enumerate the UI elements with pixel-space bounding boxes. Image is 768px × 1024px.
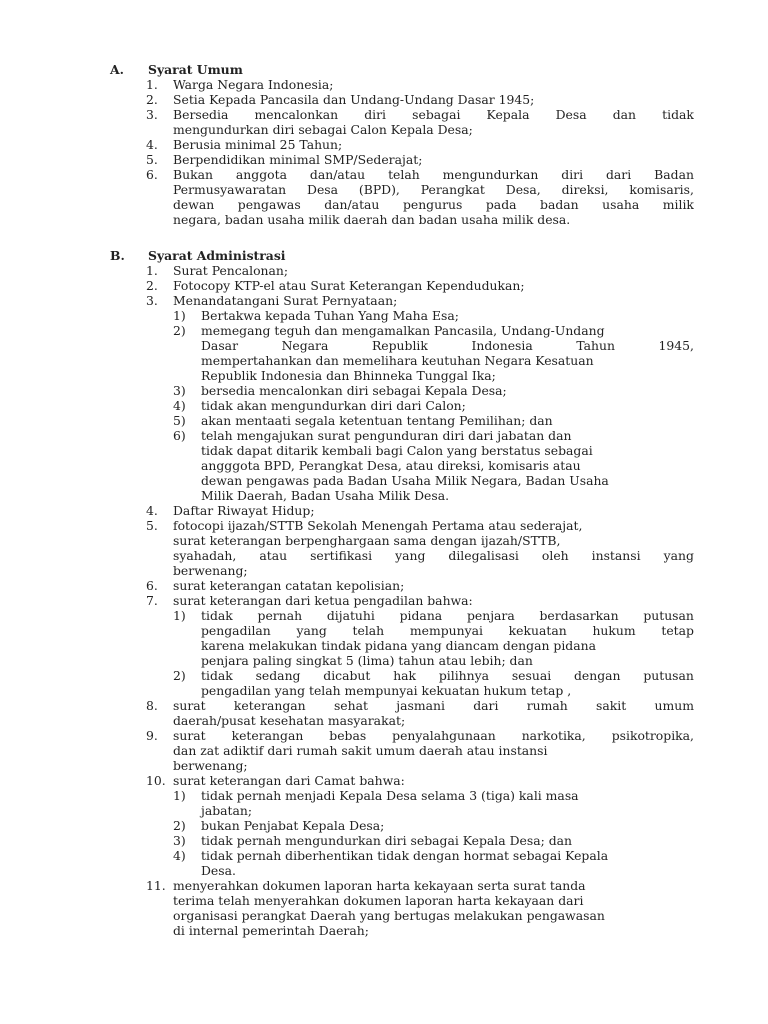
sub-list-item bbox=[0, 488, 768, 503]
item-number: 9. bbox=[146, 728, 158, 743]
sub-list-item bbox=[0, 818, 768, 833]
line-text: karena melakukan tindak pidana yang diancam dengan pidana bbox=[201, 638, 596, 653]
line-text: dewan pengawas pada Badan Usaha Milik Negara, Badan Usaha bbox=[201, 473, 609, 488]
justified-line bbox=[173, 197, 694, 212]
line-text: Bertakwa kepada Tuhan Yang Maha Esa; bbox=[201, 308, 459, 323]
sub-item-number: 4) bbox=[173, 398, 186, 413]
item-number: 10. bbox=[146, 773, 166, 788]
sub-list-item bbox=[0, 833, 768, 848]
word: sesuai bbox=[511, 668, 552, 683]
sub-list-item bbox=[0, 623, 768, 638]
sub-list-item bbox=[0, 443, 768, 458]
word: mengundurkan bbox=[442, 167, 539, 182]
word: dan bbox=[612, 107, 637, 122]
sub-list-item bbox=[0, 683, 768, 698]
word: dari bbox=[473, 698, 499, 713]
word: pilihnya bbox=[438, 668, 490, 683]
justified-line bbox=[201, 668, 694, 683]
sub-list-item bbox=[0, 668, 768, 683]
item-number: 2. bbox=[146, 278, 158, 293]
word: sebagai bbox=[412, 107, 461, 122]
word: mempunyai bbox=[409, 623, 483, 638]
section-heading bbox=[0, 62, 768, 77]
list-item bbox=[0, 893, 768, 908]
word: sertifikasi bbox=[310, 548, 373, 563]
word: pidana bbox=[399, 608, 443, 623]
line-text: terima telah menyerahkan dokumen laporan harta kekayaan dari bbox=[173, 893, 584, 908]
word: dengan bbox=[573, 668, 621, 683]
line-text: memegang teguh dan mengamalkan Pancasila, Undang-Undang bbox=[201, 323, 605, 338]
list-item bbox=[0, 503, 768, 518]
line-text: telah mengajukan surat pengunduran diri dari jabatan dan bbox=[201, 428, 572, 443]
line-text: mengundurkan diri sebagai Calon Kepala Desa; bbox=[173, 122, 473, 137]
list-item bbox=[0, 563, 768, 578]
line-text: fotocopi ijazah/STTB Sekolah Menengah Pertama atau sederajat, bbox=[173, 518, 583, 533]
sub-item-number: 5) bbox=[173, 413, 186, 428]
word: dicabut bbox=[323, 668, 371, 683]
sub-item-number: 2) bbox=[173, 323, 186, 338]
word: direksi, bbox=[561, 182, 609, 197]
list-item bbox=[0, 92, 768, 107]
sub-list-item bbox=[0, 863, 768, 878]
sub-list-item bbox=[0, 653, 768, 668]
line-text: berwenang; bbox=[173, 563, 248, 578]
word: penjara bbox=[466, 608, 515, 623]
line-text: jabatan; bbox=[201, 803, 253, 818]
word: Bukan bbox=[173, 167, 213, 182]
word: dilegalisasi bbox=[448, 548, 519, 563]
word: diri bbox=[561, 167, 584, 182]
item-number: 5. bbox=[146, 518, 158, 533]
list-item bbox=[0, 923, 768, 938]
word: rumah bbox=[526, 698, 568, 713]
line-text: akan mentaati segala ketentuan tentang Pemilihan; dan bbox=[201, 413, 553, 428]
list-item bbox=[0, 773, 768, 788]
word: psikotropika, bbox=[611, 728, 694, 743]
word: dan/atau bbox=[309, 167, 366, 182]
justified-line bbox=[173, 728, 694, 743]
line-text: tidak dapat ditarik kembali bagi Calon yang berstatus sebagai bbox=[201, 443, 593, 458]
sub-item-number: 1) bbox=[173, 788, 186, 803]
word: badan bbox=[540, 197, 579, 212]
item-number: 4. bbox=[146, 137, 158, 152]
sub-list-item bbox=[0, 308, 768, 323]
word: keterangan bbox=[233, 698, 306, 713]
word: Republik bbox=[371, 338, 428, 353]
line-text: surat keterangan berpenghargaan sama dengan ijazah/STTB, bbox=[173, 533, 561, 548]
word: Desa bbox=[555, 107, 587, 122]
word: Desa bbox=[307, 182, 339, 197]
list-item bbox=[0, 152, 768, 167]
line-text: tidak akan mengundurkan diri dari Calon; bbox=[201, 398, 466, 413]
word: oleh bbox=[541, 548, 569, 563]
word: Badan bbox=[654, 167, 694, 182]
word: dan/atau bbox=[324, 197, 380, 212]
word: hak bbox=[393, 668, 417, 683]
item-number: 4. bbox=[146, 503, 158, 518]
list-item bbox=[0, 122, 768, 137]
word: sedang bbox=[255, 668, 301, 683]
line-text: surat keterangan dari ketua pengadilan bahwa: bbox=[173, 593, 473, 608]
word: pengadilan bbox=[201, 623, 271, 638]
word: berdasarkan bbox=[539, 608, 619, 623]
word: tetap bbox=[661, 623, 694, 638]
list-item bbox=[0, 578, 768, 593]
sub-list-item bbox=[0, 803, 768, 818]
word: jasmani bbox=[396, 698, 445, 713]
line-text: Berpendidikan minimal SMP/Sederajat; bbox=[173, 152, 423, 167]
list-item bbox=[0, 197, 768, 212]
sub-list-item bbox=[0, 338, 768, 353]
word: telah bbox=[352, 623, 385, 638]
sub-list-item bbox=[0, 608, 768, 623]
word: pernah bbox=[257, 608, 303, 623]
word: tidak bbox=[201, 608, 233, 623]
item-number: 5. bbox=[146, 152, 158, 167]
word: kekuatan bbox=[508, 623, 567, 638]
word: narkotika, bbox=[521, 728, 586, 743]
word: dari bbox=[605, 167, 632, 182]
item-number: 11. bbox=[146, 878, 166, 893]
word: 1945, bbox=[658, 338, 694, 353]
justified-line bbox=[173, 548, 694, 563]
line-text: organisasi perangkat Daerah yang bertugas melakukan pengawasan bbox=[173, 908, 605, 923]
sub-list-item bbox=[0, 848, 768, 863]
word: putusan bbox=[643, 668, 694, 683]
list-item bbox=[0, 758, 768, 773]
sub-list-item bbox=[0, 398, 768, 413]
item-number: 2. bbox=[146, 92, 158, 107]
word: Dasar bbox=[201, 338, 238, 353]
word: mencalonkan bbox=[254, 107, 339, 122]
sub-list-item bbox=[0, 323, 768, 338]
word: yang bbox=[296, 623, 327, 638]
word: sehat bbox=[333, 698, 368, 713]
sub-item-number: 1) bbox=[173, 608, 186, 623]
sub-list-item bbox=[0, 413, 768, 428]
line-text: daerah/pusat kesehatan masyarakat; bbox=[173, 713, 406, 728]
sub-item-number: 4) bbox=[173, 848, 186, 863]
list-item bbox=[0, 293, 768, 308]
word: Negara bbox=[281, 338, 329, 353]
word: pengurus bbox=[402, 197, 463, 212]
word: pengawas bbox=[237, 197, 301, 212]
sub-list-item bbox=[0, 353, 768, 368]
word: Kepala bbox=[486, 107, 530, 122]
line-text: Milik Daerah, Badan Usaha Milik Desa. bbox=[201, 488, 450, 503]
list-item bbox=[0, 533, 768, 548]
word: usaha bbox=[602, 197, 640, 212]
list-item bbox=[0, 548, 768, 563]
justified-line bbox=[173, 182, 694, 197]
line-text: Daftar Riwayat Hidup; bbox=[173, 503, 315, 518]
line-text: mempertahankan dan memelihara keutuhan Negara Kesatuan bbox=[201, 353, 594, 368]
section-title: Syarat Umum bbox=[148, 62, 243, 77]
word: penyalahgunaan bbox=[392, 728, 496, 743]
line-text: menyerahkan dokumen laporan harta kekayaan serta surat tanda bbox=[173, 878, 586, 893]
list-item bbox=[0, 77, 768, 92]
line-text: di internal pemerintah Daerah; bbox=[173, 923, 369, 938]
sub-list-item bbox=[0, 428, 768, 443]
line-text: Berusia minimal 25 Tahun; bbox=[173, 137, 343, 152]
word: Bersedia bbox=[173, 107, 229, 122]
line-text: tidak pernah menjadi Kepala Desa selama 3 (tiga) kali masa bbox=[201, 788, 579, 803]
line-text: Warga Negara Indonesia; bbox=[173, 77, 334, 92]
sub-list-item bbox=[0, 638, 768, 653]
line-text: Desa. bbox=[201, 863, 236, 878]
justified-line bbox=[201, 338, 694, 353]
list-item bbox=[0, 182, 768, 197]
sub-item-number: 1) bbox=[173, 308, 186, 323]
list-item bbox=[0, 728, 768, 743]
list-item bbox=[0, 212, 768, 227]
item-number: 6. bbox=[146, 167, 158, 182]
word: (BPD), bbox=[358, 182, 400, 197]
item-number: 7. bbox=[146, 593, 158, 608]
word: yang bbox=[395, 548, 426, 563]
line-text: berwenang; bbox=[173, 758, 248, 773]
list-item bbox=[0, 518, 768, 533]
justified-line bbox=[201, 623, 694, 638]
sub-list-item bbox=[0, 788, 768, 803]
justified-line bbox=[201, 608, 694, 623]
line-text: Republik Indonesia dan Bhinneka Tunggal Ika; bbox=[201, 368, 496, 383]
line-text: surat keterangan dari Camat bahwa: bbox=[173, 773, 405, 788]
word: milik bbox=[662, 197, 694, 212]
list-item bbox=[0, 743, 768, 758]
line-text: Setia Kepada Pancasila dan Undang-Undang Dasar 1945; bbox=[173, 92, 535, 107]
word: dijatuhi bbox=[326, 608, 375, 623]
line-text: tidak pernah mengundurkan diri sebagai Kepala Desa; dan bbox=[201, 833, 573, 848]
word: putusan bbox=[643, 608, 694, 623]
word: Indonesia bbox=[471, 338, 533, 353]
word: komisaris, bbox=[629, 182, 694, 197]
item-number: 6. bbox=[146, 578, 158, 593]
line-text: negara, badan usaha milik daerah dan badan usaha milik desa. bbox=[173, 212, 571, 227]
word: surat bbox=[173, 698, 206, 713]
sub-item-number: 3) bbox=[173, 833, 186, 848]
section-label: B. bbox=[110, 248, 125, 263]
sub-list-item bbox=[0, 473, 768, 488]
word: Desa, bbox=[505, 182, 541, 197]
list-item bbox=[0, 278, 768, 293]
line-text: tidak pernah diberhentikan tidak dengan hormat sebagai Kepala bbox=[201, 848, 609, 863]
word: sakit bbox=[596, 698, 627, 713]
item-number: 3. bbox=[146, 293, 158, 308]
section-label: A. bbox=[110, 62, 124, 77]
line-text: dan zat adiktif dari rumah sakit umum daerah atau instansi bbox=[173, 743, 548, 758]
list-item bbox=[0, 698, 768, 713]
word: bebas bbox=[329, 728, 367, 743]
list-item bbox=[0, 593, 768, 608]
word: Perangkat bbox=[420, 182, 485, 197]
word: atau bbox=[259, 548, 288, 563]
word: syahadah, bbox=[173, 548, 237, 563]
justified-line bbox=[173, 167, 694, 182]
word: Permusyawaratan bbox=[173, 182, 287, 197]
sub-item-number: 2) bbox=[173, 668, 186, 683]
line-text: angggota BPD, Perangkat Desa, atau direksi, komisaris atau bbox=[201, 458, 581, 473]
line-text: surat keterangan catatan kepolisian; bbox=[173, 578, 405, 593]
section-title: Syarat Administrasi bbox=[148, 248, 286, 263]
word: diri bbox=[364, 107, 387, 122]
word: tidak bbox=[662, 107, 694, 122]
word: keterangan bbox=[231, 728, 304, 743]
list-item bbox=[0, 137, 768, 152]
word: tidak bbox=[201, 668, 233, 683]
sub-list-item bbox=[0, 383, 768, 398]
word: anggota bbox=[235, 167, 287, 182]
list-item bbox=[0, 878, 768, 893]
list-item bbox=[0, 167, 768, 182]
word: telah bbox=[388, 167, 420, 182]
justified-line bbox=[173, 107, 694, 122]
item-number: 1. bbox=[146, 77, 158, 92]
line-text: bukan Penjabat Kepala Desa; bbox=[201, 818, 385, 833]
word: instansi bbox=[591, 548, 641, 563]
list-item bbox=[0, 107, 768, 122]
line-text: Surat Pencalonan; bbox=[173, 263, 289, 278]
item-number: 1. bbox=[146, 263, 158, 278]
list-item bbox=[0, 263, 768, 278]
line-text: Menandatangani Surat Pernyataan; bbox=[173, 293, 398, 308]
justified-line bbox=[173, 698, 694, 713]
sub-item-number: 2) bbox=[173, 818, 186, 833]
line-text: pengadilan yang telah mempunyai kekuatan hukum tetap , bbox=[201, 683, 572, 698]
line-text: Fotocopy KTP-el atau Surat Keterangan Kependudukan; bbox=[173, 278, 525, 293]
sub-list-item bbox=[0, 458, 768, 473]
word: yang bbox=[663, 548, 694, 563]
sub-item-number: 3) bbox=[173, 383, 186, 398]
sub-item-number: 6) bbox=[173, 428, 186, 443]
word: Tahun bbox=[576, 338, 615, 353]
word: umum bbox=[654, 698, 694, 713]
list-item bbox=[0, 713, 768, 728]
word: pada bbox=[485, 197, 517, 212]
sub-list-item bbox=[0, 368, 768, 383]
item-number: 3. bbox=[146, 107, 158, 122]
word: dewan bbox=[173, 197, 215, 212]
list-item bbox=[0, 908, 768, 923]
word: hukum bbox=[592, 623, 636, 638]
line-text: penjara paling singkat 5 (lima) tahun atau lebih; dan bbox=[201, 653, 533, 668]
word: surat bbox=[173, 728, 206, 743]
line-text: bersedia mencalonkan diri sebagai Kepala Desa; bbox=[201, 383, 507, 398]
item-number: 8. bbox=[146, 698, 158, 713]
section-heading bbox=[0, 248, 768, 263]
